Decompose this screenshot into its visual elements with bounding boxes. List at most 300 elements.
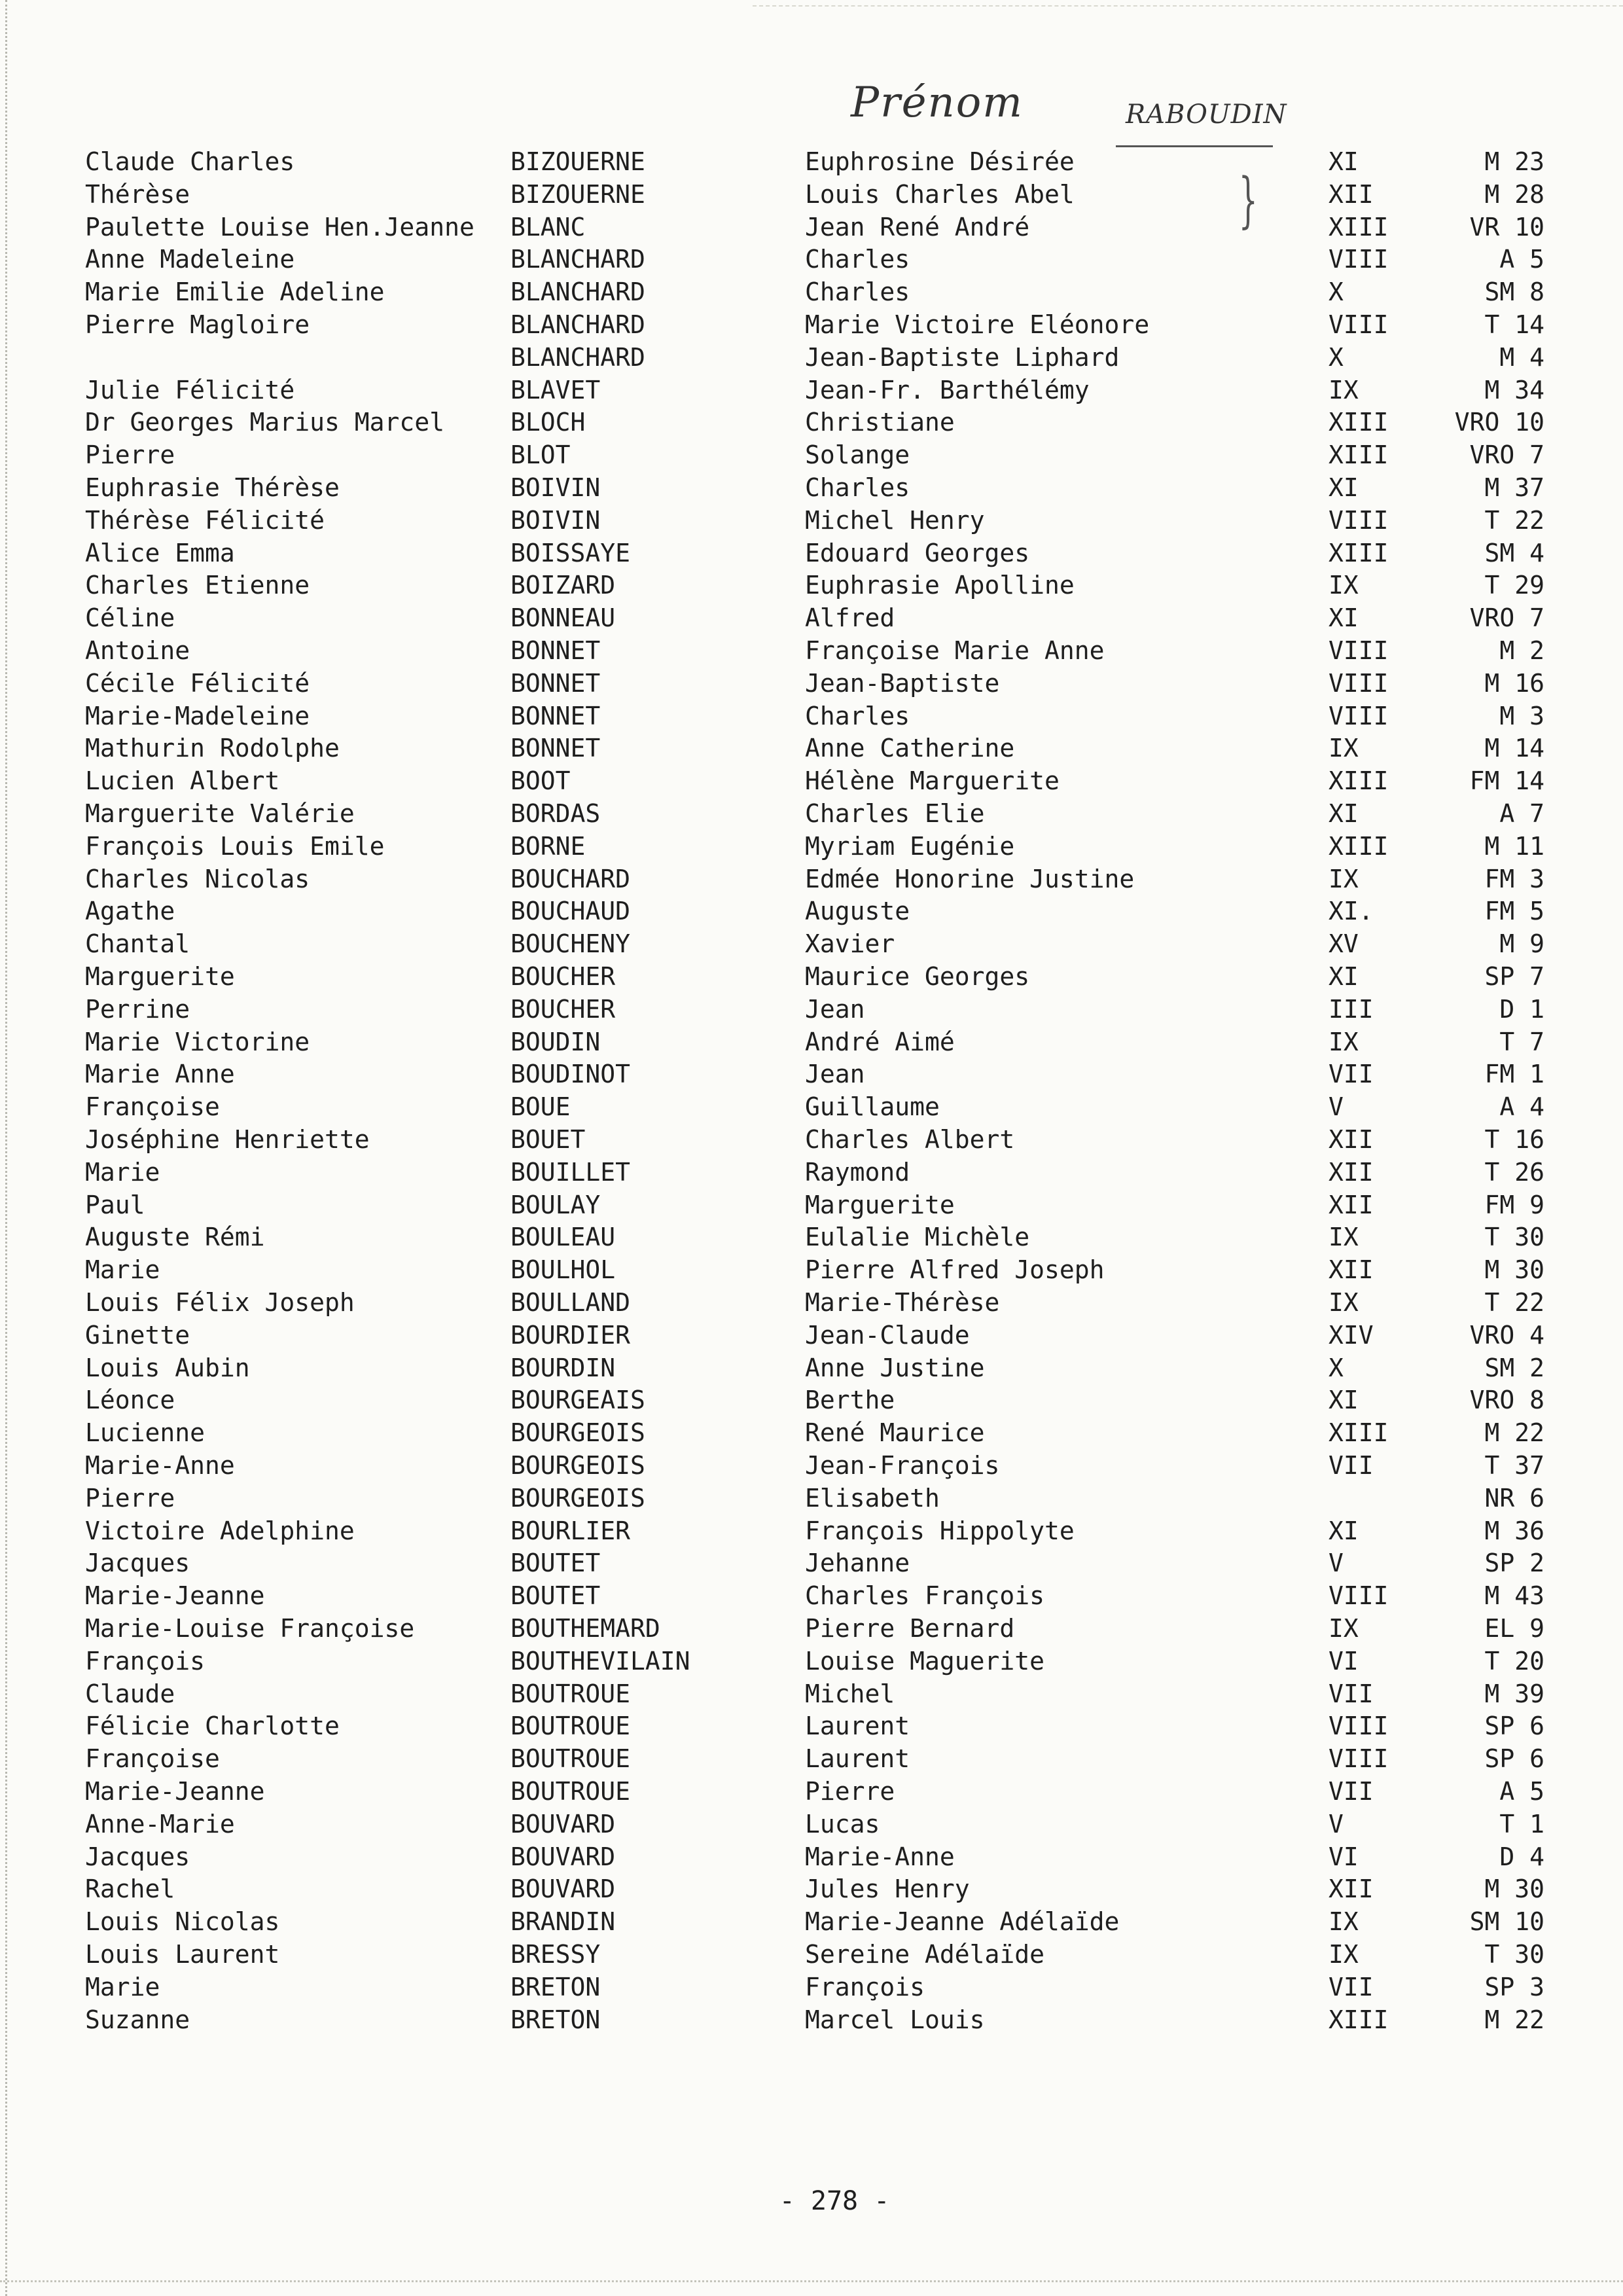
- table-row: [0, 504, 1623, 537]
- spouse-name: Louis Charles Abel: [805, 180, 1075, 209]
- surname: BOUTROUE: [510, 1712, 631, 1740]
- reference: T 20: [1484, 1647, 1544, 1676]
- spouse-name: Charles: [805, 245, 910, 274]
- table-row: [0, 276, 1623, 308]
- spouse-name: Marie-Anne: [805, 1842, 955, 1871]
- spouse-name: Michel: [805, 1679, 895, 1708]
- surname: BLOCH: [510, 408, 586, 437]
- reference: M 37: [1484, 473, 1544, 502]
- surname: BOUE: [510, 1092, 571, 1121]
- spouse-name: Jean René André: [805, 213, 1030, 242]
- reference: VRO 4: [1469, 1321, 1544, 1350]
- spouse-name: Pierre Bernard: [805, 1614, 1015, 1643]
- surname: BONNET: [510, 669, 601, 698]
- spouse-name: Berthe: [805, 1386, 895, 1414]
- given-names: Marie Anne: [85, 1060, 235, 1088]
- surname: BOIZARD: [510, 571, 616, 600]
- reference: VR 10: [1469, 213, 1544, 242]
- volume: VI: [1329, 1647, 1359, 1676]
- volume: XII: [1329, 180, 1374, 209]
- surname: BOUCHENY: [510, 929, 631, 958]
- table-row: [0, 1775, 1623, 1808]
- given-names: Suzanne: [85, 2005, 190, 2034]
- volume: IX: [1329, 1288, 1359, 1317]
- spouse-name: Solange: [805, 440, 910, 469]
- surname: BOURGEOIS: [510, 1418, 645, 1447]
- given-names: Françoise: [85, 1092, 220, 1121]
- given-names: Léonce: [85, 1386, 175, 1414]
- surname: BOULHOL: [510, 1255, 616, 1284]
- given-names: Françoise: [85, 1744, 220, 1773]
- spouse-name: Eulalie Michèle: [805, 1223, 1030, 1251]
- surname: BOUTET: [510, 1549, 601, 1577]
- surname: BOUTHEMARD: [510, 1614, 660, 1643]
- given-names: Ginette: [85, 1321, 190, 1350]
- reference: VRO 7: [1469, 603, 1544, 632]
- surname: BIZOUERNE: [510, 147, 645, 176]
- reference: SM 8: [1484, 278, 1544, 306]
- given-names: Marie: [85, 1158, 160, 1187]
- spouse-name: Charles: [805, 702, 910, 730]
- reference: T 22: [1484, 1288, 1544, 1317]
- given-names: Félicie Charlotte: [85, 1712, 340, 1740]
- volume: XIII: [1329, 2005, 1389, 2034]
- given-names: Lucienne: [85, 1418, 205, 1447]
- reference: D 4: [1499, 1842, 1544, 1871]
- volume: XI.: [1329, 897, 1374, 925]
- table-row: [0, 1515, 1623, 1547]
- given-names: Thérèse Félicité: [85, 506, 325, 535]
- volume: XI: [1329, 799, 1359, 828]
- given-names: Perrine: [85, 995, 190, 1024]
- table-row: [0, 1547, 1623, 1579]
- reference: M 43: [1484, 1581, 1544, 1610]
- spouse-name: Elisabeth: [805, 1484, 940, 1513]
- given-names: Marguerite: [85, 962, 235, 991]
- spouse-name: Jean-Baptiste Liphard: [805, 343, 1120, 372]
- reference: EL 9: [1484, 1614, 1544, 1643]
- given-names: Pierre Magloire: [85, 310, 310, 339]
- table-row: [0, 439, 1623, 471]
- spouse-name: Lucas: [805, 1810, 880, 1839]
- reference: T 29: [1484, 571, 1544, 600]
- given-names: Marie: [85, 1255, 160, 1284]
- table-row: [0, 1319, 1623, 1352]
- reference: M 30: [1484, 1255, 1544, 1284]
- given-names: Anne Madeleine: [85, 245, 295, 274]
- surname: BOUTROUE: [510, 1744, 631, 1773]
- given-names: Marie-Louise Françoise: [85, 1614, 415, 1643]
- spouse-name: Hélène Marguerite: [805, 766, 1060, 795]
- surname: BOUCHAUD: [510, 897, 631, 925]
- volume: IX: [1329, 1223, 1359, 1251]
- page-number: - 278 -: [779, 2186, 890, 2216]
- table-row: [0, 1612, 1623, 1645]
- volume: VII: [1329, 1777, 1374, 1806]
- spouse-name: François: [805, 1973, 925, 2001]
- given-names: Claude: [85, 1679, 175, 1708]
- table-row: [0, 863, 1623, 895]
- spouse-name: Myriam Eugénie: [805, 832, 1015, 861]
- reference: M 16: [1484, 669, 1544, 698]
- given-names: Pierre: [85, 440, 175, 469]
- given-names: Louis Aubin: [85, 1354, 250, 1382]
- given-names: Lucien Albert: [85, 766, 280, 795]
- volume: VIII: [1329, 245, 1389, 274]
- surname: BRANDIN: [510, 1907, 616, 1936]
- spouse-name: Jean-Baptiste: [805, 669, 1000, 698]
- spouse-name: Raymond: [805, 1158, 910, 1187]
- spouse-name: Marie Victoire Eléonore: [805, 310, 1150, 339]
- given-names: Jacques: [85, 1842, 190, 1871]
- spouse-name: Marguerite: [805, 1191, 955, 1219]
- given-names: Marie Victorine: [85, 1028, 310, 1056]
- volume: XIII: [1329, 1418, 1389, 1447]
- volume: XII: [1329, 1125, 1374, 1154]
- reference: A 5: [1499, 1777, 1544, 1806]
- volume: XIII: [1329, 766, 1389, 795]
- surname: BLANCHARD: [510, 245, 645, 274]
- surname: BOOT: [510, 766, 571, 795]
- given-names: Thérèse: [85, 180, 190, 209]
- given-names: Marie-Jeanne: [85, 1777, 265, 1806]
- surname: BOURGEOIS: [510, 1484, 645, 1513]
- surname: BLANCHARD: [510, 310, 645, 339]
- table-row: [0, 1123, 1623, 1156]
- volume: VIII: [1329, 702, 1389, 730]
- spouse-name: Edmée Honorine Justine: [805, 865, 1135, 893]
- reference: FM 5: [1484, 897, 1544, 925]
- surname: BONNET: [510, 636, 601, 665]
- table-row: [0, 993, 1623, 1026]
- reference: M 36: [1484, 1516, 1544, 1545]
- surname: BOUCHER: [510, 962, 616, 991]
- table-row: [0, 634, 1623, 667]
- reference: FM 3: [1484, 865, 1544, 893]
- surname: BOURDIER: [510, 1321, 631, 1350]
- given-names: Charles Etienne: [85, 571, 310, 600]
- given-names: Mathurin Rodolphe: [85, 734, 340, 762]
- volume: VIII: [1329, 669, 1389, 698]
- volume: IX: [1329, 571, 1359, 600]
- table-row: [0, 1873, 1623, 1905]
- spouse-name: Jean: [805, 995, 865, 1024]
- spouse-name: Guillaume: [805, 1092, 940, 1121]
- table-row: [0, 667, 1623, 700]
- given-names: Marie-Madeleine: [85, 702, 310, 730]
- surname: BOULEAU: [510, 1223, 616, 1251]
- spouse-name: Françoise Marie Anne: [805, 636, 1105, 665]
- table-row: [0, 1090, 1623, 1123]
- table-row: [0, 1058, 1623, 1090]
- spouse-name: Jehanne: [805, 1549, 910, 1577]
- reference: T 30: [1484, 1223, 1544, 1251]
- spouse-name: Marie-Jeanne Adélaïde: [805, 1907, 1120, 1936]
- surname: BOULLAND: [510, 1288, 631, 1317]
- surname: BORNE: [510, 832, 586, 861]
- volume: V: [1329, 1549, 1344, 1577]
- surname: BOUDIN: [510, 1028, 601, 1056]
- table-row: [0, 406, 1623, 439]
- volume: IX: [1329, 376, 1359, 404]
- table-row: [0, 1253, 1623, 1286]
- spouse-name: Maurice Georges: [805, 962, 1030, 991]
- table-row: [0, 243, 1623, 276]
- table-row: [0, 1416, 1623, 1449]
- given-names: Pierre: [85, 1484, 175, 1513]
- table-row: [0, 2003, 1623, 2036]
- spouse-name: Jean: [805, 1060, 865, 1088]
- volume: IX: [1329, 1614, 1359, 1643]
- table-row: [0, 1026, 1623, 1058]
- given-names: Marguerite Valérie: [85, 799, 355, 828]
- volume: XIII: [1329, 539, 1389, 567]
- volume: XI: [1329, 147, 1359, 176]
- reference: T 1: [1499, 1810, 1544, 1839]
- reference: T 14: [1484, 310, 1544, 339]
- surname: BIZOUERNE: [510, 180, 645, 209]
- reference: M 22: [1484, 1418, 1544, 1447]
- surname: BRESSY: [510, 1940, 601, 1969]
- reference: M 34: [1484, 376, 1544, 404]
- table-row: [0, 1840, 1623, 1873]
- given-names: Julie Félicité: [85, 376, 295, 404]
- volume: XII: [1329, 1255, 1374, 1284]
- reference: A 4: [1499, 1092, 1544, 1121]
- spouse-name: Laurent: [805, 1712, 910, 1740]
- volume: VII: [1329, 1973, 1374, 2001]
- given-names: Euphrasie Thérèse: [85, 473, 340, 502]
- surname: BOUVARD: [510, 1842, 616, 1871]
- table-row: [0, 308, 1623, 341]
- surname: BOUVARD: [510, 1874, 616, 1903]
- reference: M 39: [1484, 1679, 1544, 1708]
- reference: NR 6: [1484, 1484, 1544, 1513]
- surname: BRETON: [510, 2005, 601, 2034]
- table-row: [0, 1482, 1623, 1515]
- spouse-name: René Maurice: [805, 1418, 985, 1447]
- volume: IX: [1329, 1028, 1359, 1056]
- surname: BOUET: [510, 1125, 586, 1154]
- spouse-name: Charles François: [805, 1581, 1045, 1610]
- reference: FM 14: [1469, 766, 1544, 795]
- volume: III: [1329, 995, 1374, 1024]
- spouse-name: Jean-Fr. Barthélémy: [805, 376, 1090, 404]
- volume: XI: [1329, 473, 1359, 502]
- table-row: [0, 1742, 1623, 1775]
- surname: BONNET: [510, 702, 601, 730]
- volume: X: [1329, 343, 1344, 372]
- reference: T 7: [1499, 1028, 1544, 1056]
- volume: XIII: [1329, 213, 1389, 242]
- given-names: Cécile Félicité: [85, 669, 310, 698]
- spouse-name: Auguste: [805, 897, 910, 925]
- table-row: [0, 1156, 1623, 1189]
- handwritten-raboudin-note: RABOUDIN: [1126, 99, 1287, 130]
- volume: XIV: [1329, 1321, 1374, 1350]
- given-names: Jacques: [85, 1549, 190, 1577]
- table-row: [0, 601, 1623, 634]
- given-names: Marie-Jeanne: [85, 1581, 265, 1610]
- handwritten-brace: }: [1238, 165, 1258, 235]
- volume: VIII: [1329, 310, 1389, 339]
- surname: BONNET: [510, 734, 601, 762]
- table-row: [0, 211, 1623, 243]
- spouse-name: Jean-Claude: [805, 1321, 970, 1350]
- surname: BOURGEOIS: [510, 1451, 645, 1480]
- reference: SP 3: [1484, 1973, 1544, 2001]
- surname: BOISSAYE: [510, 539, 631, 567]
- spouse-name: Euphrasie Apolline: [805, 571, 1075, 600]
- given-names: Paulette Louise Hen.Jeanne: [85, 213, 474, 242]
- volume: VIII: [1329, 636, 1389, 665]
- surname: BOUCHER: [510, 995, 616, 1024]
- reference: M 3: [1499, 702, 1544, 730]
- reference: FM 9: [1484, 1191, 1544, 1219]
- surname: BRETON: [510, 1973, 601, 2001]
- table-row: [0, 1808, 1623, 1840]
- table-row: [0, 178, 1623, 211]
- spouse-name: Christiane: [805, 408, 955, 437]
- table-row: [0, 1352, 1623, 1384]
- volume: IX: [1329, 865, 1359, 893]
- given-names: François: [85, 1647, 205, 1676]
- reference: M 22: [1484, 2005, 1544, 2034]
- volume: VIII: [1329, 506, 1389, 535]
- given-names: Antoine: [85, 636, 190, 665]
- given-names: Charles Nicolas: [85, 865, 310, 893]
- table-row: [0, 700, 1623, 732]
- spouse-name: Sereine Adélaïde: [805, 1940, 1045, 1969]
- table-row: [0, 1384, 1623, 1416]
- reference: A 5: [1499, 245, 1544, 274]
- volume: X: [1329, 278, 1344, 306]
- surname: BOUILLET: [510, 1158, 631, 1187]
- spouse-name: Anne Justine: [805, 1354, 985, 1382]
- surname: BOIVIN: [510, 473, 601, 502]
- table-row: [0, 1645, 1623, 1677]
- reference: SP 6: [1484, 1744, 1544, 1773]
- volume: XI: [1329, 603, 1359, 632]
- surname: BOIVIN: [510, 506, 601, 535]
- table-row: [0, 1905, 1623, 1938]
- table-row: [0, 1677, 1623, 1710]
- reference: T 30: [1484, 1940, 1544, 1969]
- surname: BOUDINOT: [510, 1060, 631, 1088]
- spouse-name: Jean-François: [805, 1451, 1000, 1480]
- table-row: [0, 1710, 1623, 1742]
- surname: BORDAS: [510, 799, 601, 828]
- table-row: [0, 341, 1623, 374]
- table-row: [0, 1579, 1623, 1612]
- given-names: Victoire Adelphine: [85, 1516, 355, 1545]
- volume: XV: [1329, 929, 1359, 958]
- table-row: [0, 1938, 1623, 1971]
- spouse-name: Laurent: [805, 1744, 910, 1773]
- table-row: [0, 1189, 1623, 1221]
- volume: XII: [1329, 1874, 1374, 1903]
- volume: IX: [1329, 734, 1359, 762]
- given-names: Louis Nicolas: [85, 1907, 280, 1936]
- volume: V: [1329, 1810, 1344, 1839]
- spouse-name: Edouard Georges: [805, 539, 1030, 567]
- table-row: [0, 569, 1623, 601]
- surname: BOUTET: [510, 1581, 601, 1610]
- volume: XII: [1329, 1191, 1374, 1219]
- given-names: Louis Laurent: [85, 1940, 280, 1969]
- volume: VIII: [1329, 1581, 1389, 1610]
- volume: XI: [1329, 1516, 1359, 1545]
- given-names: Dr Georges Marius Marcel: [85, 408, 445, 437]
- spouse-name: Pierre Alfred Joseph: [805, 1255, 1105, 1284]
- handwritten-prenom-note: Prénom: [851, 79, 1024, 127]
- volume: VII: [1329, 1060, 1374, 1088]
- volume: IX: [1329, 1907, 1359, 1936]
- surname: BLANCHARD: [510, 278, 645, 306]
- spouse-name: Euphrosine Désirée: [805, 147, 1075, 176]
- volume: VI: [1329, 1842, 1359, 1871]
- volume: VIII: [1329, 1712, 1389, 1740]
- surname: BLAVET: [510, 376, 601, 404]
- spouse-name: Charles: [805, 278, 910, 306]
- volume: XIII: [1329, 832, 1389, 861]
- reference: M 14: [1484, 734, 1544, 762]
- reference: M 28: [1484, 180, 1544, 209]
- given-names: Marie Emilie Adeline: [85, 278, 385, 306]
- volume: VII: [1329, 1679, 1374, 1708]
- spouse-name: Pierre: [805, 1777, 895, 1806]
- reference: T 37: [1484, 1451, 1544, 1480]
- reference: SP 7: [1484, 962, 1544, 991]
- volume: XII: [1329, 1158, 1374, 1187]
- spouse-name: Jules Henry: [805, 1874, 970, 1903]
- reference: FM 1: [1484, 1060, 1544, 1088]
- given-names: Rachel: [85, 1874, 175, 1903]
- table-row: [0, 471, 1623, 504]
- reference: VRO 8: [1469, 1386, 1544, 1414]
- surname: BONNEAU: [510, 603, 616, 632]
- surname: BLANC: [510, 213, 586, 242]
- table-row: [0, 1221, 1623, 1253]
- surname: BLANCHARD: [510, 343, 645, 372]
- reference: M 11: [1484, 832, 1544, 861]
- spouse-name: Anne Catherine: [805, 734, 1015, 762]
- reference: VRO 7: [1469, 440, 1544, 469]
- reference: M 23: [1484, 147, 1544, 176]
- reference: M 30: [1484, 1874, 1544, 1903]
- table-row: [0, 895, 1623, 927]
- reference: M 2: [1499, 636, 1544, 665]
- table-row: [0, 1449, 1623, 1482]
- spouse-name: Charles: [805, 473, 910, 502]
- reference: M 4: [1499, 343, 1544, 372]
- volume: XI: [1329, 1386, 1359, 1414]
- surname: BOURDIN: [510, 1354, 616, 1382]
- surname: BOUTHEVILAIN: [510, 1647, 690, 1676]
- volume: IX: [1329, 1940, 1359, 1969]
- volume: XI: [1329, 962, 1359, 991]
- table-row: [0, 960, 1623, 993]
- given-names: Claude Charles: [85, 147, 295, 176]
- given-names: Chantal: [85, 929, 190, 958]
- given-names: Joséphine Henriette: [85, 1125, 370, 1154]
- surname: BOURLIER: [510, 1516, 631, 1545]
- volume: V: [1329, 1092, 1344, 1121]
- table-row: [0, 830, 1623, 863]
- spouse-name: Charles Albert: [805, 1125, 1015, 1154]
- reference: T 26: [1484, 1158, 1544, 1187]
- reference: SM 10: [1469, 1907, 1544, 1936]
